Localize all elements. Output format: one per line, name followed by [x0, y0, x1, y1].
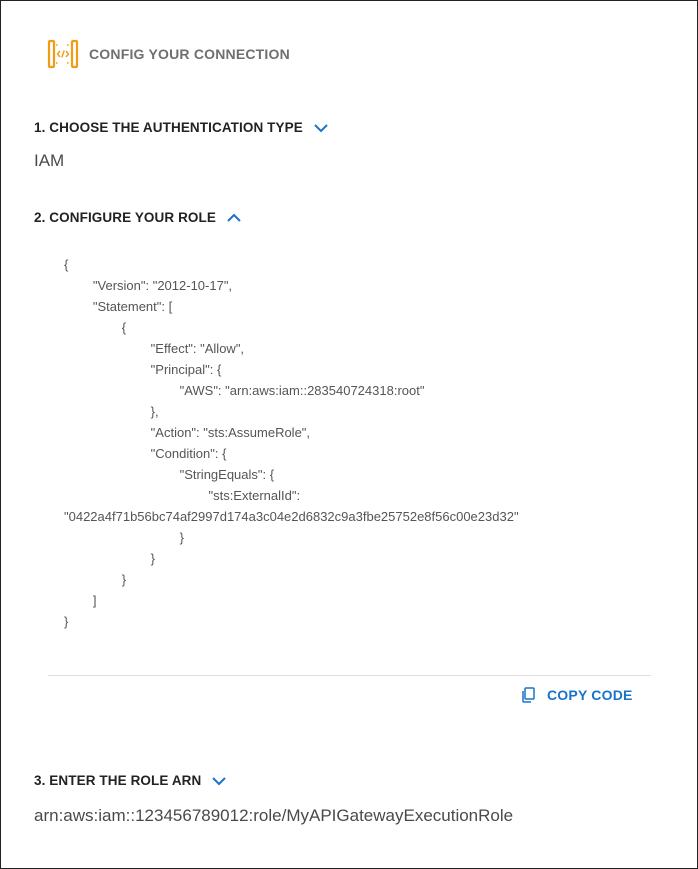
code-line: "Effect": "Allow",: [64, 341, 245, 356]
panel-header: [47, 39, 290, 69]
divider: [48, 675, 651, 676]
code-line: "Action": "sts:AssumeRole",: [64, 425, 311, 440]
code-line: "StringEquals": {: [64, 467, 275, 482]
copy-code-label: COPY CODE: [547, 687, 633, 703]
role-arn-section-toggle[interactable]: [34, 773, 227, 788]
copy-icon: [521, 687, 535, 703]
api-gateway-icon: [47, 39, 79, 69]
copy-code-button[interactable]: [521, 687, 633, 703]
code-line: "AWS": "arn:aws:iam::283540724318:root": [64, 383, 425, 398]
code-line: },: [64, 404, 159, 419]
code-line: "Principal": {: [64, 362, 222, 377]
code-line: ]: [64, 593, 97, 608]
chevron-down-icon[interactable]: [313, 123, 329, 133]
chevron-down-icon[interactable]: [211, 776, 227, 786]
role-arn-value[interactable]: arn:aws:iam::123456789012:role/MyAPIGatewayExecutionRole: [34, 806, 514, 825]
code-line: }: [64, 551, 156, 566]
code-line: }: [64, 530, 184, 545]
code-line: {: [64, 257, 69, 272]
code-line: }: [64, 614, 69, 629]
auth-type-section-label: 1. CHOOSE THE AUTHENTICATION TYPE: [34, 120, 303, 135]
role-arn-section-label: 3. ENTER THE ROLE ARN: [34, 773, 202, 788]
auth-type-value: IAM: [34, 151, 65, 170]
chevron-up-icon[interactable]: [226, 213, 242, 223]
code-line: "Version": "2012-10-17",: [64, 278, 233, 293]
code-line: "Statement": [: [64, 299, 173, 314]
code-line: "0422a4f71b56bc74af2997d174a3c04e2d6832c9a3fbe25752e8f56c00e23d32": [64, 509, 519, 524]
role-policy-code: [64, 254, 519, 632]
code-line: "Condition": {: [64, 446, 227, 461]
code-line: "sts:ExternalId":: [64, 488, 301, 503]
auth-type-section-toggle[interactable]: [34, 120, 329, 135]
role-section-toggle[interactable]: [34, 210, 242, 225]
panel-title: CONFIG YOUR CONNECTION: [89, 46, 290, 62]
role-section-label: 2. CONFIGURE YOUR ROLE: [34, 210, 216, 225]
code-line: {: [64, 320, 127, 335]
code-line: }: [64, 572, 127, 587]
